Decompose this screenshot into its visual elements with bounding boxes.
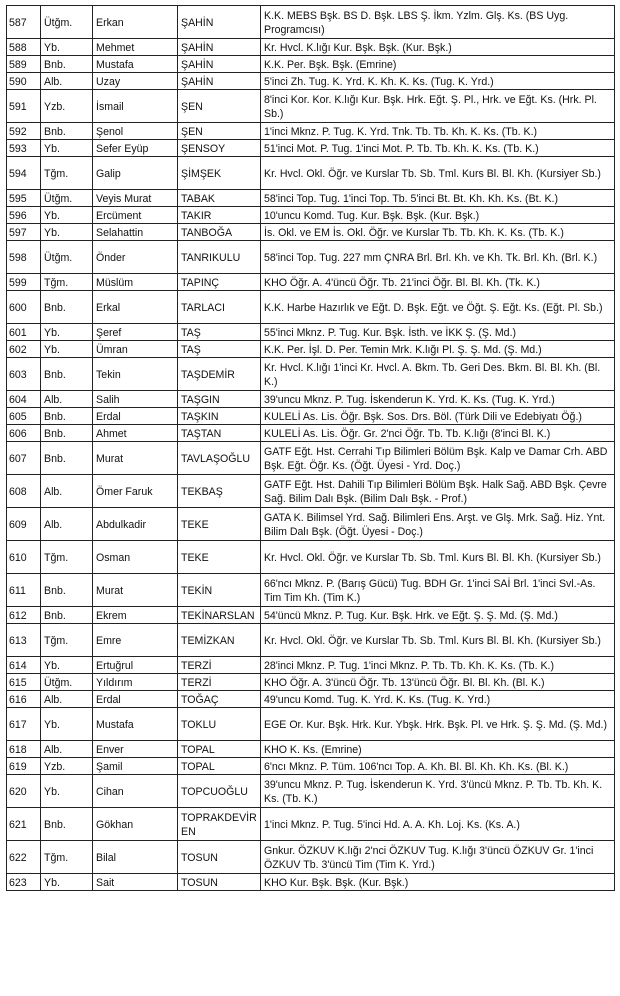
first-name-cell: Ömer Faruk — [93, 475, 178, 508]
table-row — [7, 391, 615, 408]
assignment-cell: K.K. Harbe Hazırlık ve Eğt. D. Bşk. Eğt. ve Öğt. Ş. Eğt. Ks. (Eğt. Pl. Sb.) — [261, 291, 615, 324]
table-row — [7, 123, 615, 140]
row-number-cell: 606 — [7, 425, 41, 442]
first-name-cell: Müslüm — [93, 274, 178, 291]
table-row — [7, 90, 615, 123]
assignment-cell: 39'uncu Mknz. P. Tug. İskenderun K. Yrd. 3'üncü Mknz. P. Tb. Tb. Kh. K. Ks. (Tb. K.) — [261, 775, 615, 808]
surname-cell: TAŞGIN — [178, 391, 261, 408]
first-name-cell: İsmail — [93, 90, 178, 123]
surname-cell: TEKİNARSLAN — [178, 607, 261, 624]
first-name-cell: Galip — [93, 157, 178, 190]
surname-cell: TANBOĞA — [178, 224, 261, 241]
assignment-cell: 54'üncü Mknz. P. Tug. Kur. Bşk. Hrk. ve Eğt. Ş. Ş. Md. (Ş. Md.) — [261, 607, 615, 624]
rank-cell: Yb. — [41, 657, 93, 674]
table-row — [7, 442, 615, 475]
assignment-cell: GATF Eğt. Hst. Cerrahi Tıp Bilimleri Bölüm Bşk. Kalp ve Damar Crh. ABD Bşk. Eğt. Öğr. Ks. (Öğt. Üyesi - Yrd. Doç.) — [261, 442, 615, 475]
assignment-cell: K.K. Per. Bşk. Bşk. (Emrine) — [261, 56, 615, 73]
first-name-cell: Salih — [93, 391, 178, 408]
table-row — [7, 56, 615, 73]
assignment-cell: 8'inci Kor. Kor. K.lığı Kur. Bşk. Hrk. Eğt. Ş. Pl., Hrk. ve Eğt. Ks. (Hrk. Pl. Sb.) — [261, 90, 615, 123]
assignment-cell: EGE Or. Kur. Bşk. Hrk. Kur. Ybşk. Hrk. Bşk. Pl. ve Hrk. Ş. Ş. Md. (Ş. Md.) — [261, 708, 615, 741]
assignment-cell: KULELİ As. Lis. Öğr. Gr. 2'nci Öğr. Tb. Tb. K.lığı (8'inci Bl. K.) — [261, 425, 615, 442]
table-row — [7, 341, 615, 358]
rank-cell: Alb. — [41, 73, 93, 90]
table-row — [7, 140, 615, 157]
assignment-cell: GATA K. Bilimsel Yrd. Sağ. Bilimleri Ens. Arşt. ve Glş. Mrk. Sağ. Hiz. Ynt. Bilim Dalı Bşk. (Öğt. Üyesi - Doç.) — [261, 508, 615, 541]
table-row — [7, 574, 615, 607]
table-row — [7, 39, 615, 56]
table-row — [7, 190, 615, 207]
row-number-cell: 605 — [7, 408, 41, 425]
surname-cell: TOPCUOĞLU — [178, 775, 261, 808]
rank-cell: Yzb. — [41, 90, 93, 123]
assignment-cell: 10'uncu Komd. Tug. Kur. Bşk. Bşk. (Kur. Bşk.) — [261, 207, 615, 224]
rank-cell: Yb. — [41, 224, 93, 241]
rank-cell: Yzb. — [41, 758, 93, 775]
first-name-cell: Ertuğrul — [93, 657, 178, 674]
surname-cell: TOSUN — [178, 874, 261, 891]
first-name-cell: Sait — [93, 874, 178, 891]
assignment-cell: 66'ncı Mknz. P. (Barış Gücü) Tug. BDH Gr. 1'inci SAİ Brl. 1'inci Svl.-As. Tim Tim Kh. (Tim K.) — [261, 574, 615, 607]
table-row — [7, 874, 615, 891]
assignment-cell: KHO K. Ks. (Emrine) — [261, 741, 615, 758]
row-number-cell: 599 — [7, 274, 41, 291]
assignment-cell: GATF Eğt. Hst. Dahili Tıp Bilimleri Bölüm Bşk. Halk Sağ. ABD Bşk. Çevre Sağ. Bilim Dalı Bşk. (Bilim Dalı Bşk. - Prof.) — [261, 475, 615, 508]
assignment-cell: KHO Öğr. A. 3'üncü Öğr. Tb. 13'üncü Öğr. Bl. Bl. Kh. (Bl. K.) — [261, 674, 615, 691]
table-row — [7, 157, 615, 190]
rank-cell: Yb. — [41, 874, 93, 891]
first-name-cell: Ekrem — [93, 607, 178, 624]
table-row — [7, 425, 615, 442]
rank-cell: Tğm. — [41, 541, 93, 574]
table-row — [7, 607, 615, 624]
surname-cell: TARLACI — [178, 291, 261, 324]
table-row — [7, 624, 615, 657]
row-number-cell: 594 — [7, 157, 41, 190]
row-number-cell: 602 — [7, 341, 41, 358]
row-number-cell: 598 — [7, 241, 41, 274]
assignment-cell: 58'inci Top. Tug. 227 mm ÇNRA Brl. Brl. Kh. ve Kh. Tk. Brl. Kh. (Brl. K.) — [261, 241, 615, 274]
assignment-cell: 39'uncu Mknz. P. Tug. İskenderun K. Yrd. K. Ks. (Tug. K. Yrd.) — [261, 391, 615, 408]
table-row — [7, 475, 615, 508]
table-row — [7, 508, 615, 541]
first-name-cell: Erdal — [93, 691, 178, 708]
rank-cell: Yb. — [41, 341, 93, 358]
surname-cell: ŞAHİN — [178, 73, 261, 90]
rank-cell: Yb. — [41, 775, 93, 808]
table-row — [7, 691, 615, 708]
first-name-cell: Şamil — [93, 758, 178, 775]
first-name-cell: Selahattin — [93, 224, 178, 241]
table-row — [7, 274, 615, 291]
rank-cell: Ütğm. — [41, 190, 93, 207]
first-name-cell: Emre — [93, 624, 178, 657]
row-number-cell: 593 — [7, 140, 41, 157]
row-number-cell: 617 — [7, 708, 41, 741]
rank-cell: Ütğm. — [41, 674, 93, 691]
rank-cell: Bnb. — [41, 442, 93, 475]
assignment-cell: 1'inci Mknz. P. Tug. K. Yrd. Tnk. Tb. Tb. Kh. K. Ks. (Tb. K.) — [261, 123, 615, 140]
rank-cell: Bnb. — [41, 56, 93, 73]
rank-cell: Yb. — [41, 207, 93, 224]
row-number-cell: 616 — [7, 691, 41, 708]
rank-cell: Bnb. — [41, 425, 93, 442]
first-name-cell: Bilal — [93, 841, 178, 874]
surname-cell: TANRIKULU — [178, 241, 261, 274]
assignment-cell: 28'inci Mknz. P. Tug. 1'inci Mknz. P. Tb. Tb. Kh. K. Ks. (Tb. K.) — [261, 657, 615, 674]
personnel-table-body — [7, 6, 615, 891]
assignment-cell: Kr. Hvcl. K.lığı 1'inci Kr. Hvcl. A. Bkm. Tb. Geri Des. Bkm. Bl. Bl. Kh. (Bl. K.) — [261, 358, 615, 391]
row-number-cell: 595 — [7, 190, 41, 207]
surname-cell: TERZİ — [178, 657, 261, 674]
first-name-cell: Sefer Eyüp — [93, 140, 178, 157]
rank-cell: Alb. — [41, 691, 93, 708]
assignment-cell: 6'ncı Mknz. P. Tüm. 106'ncı Top. A. Kh. Bl. Bl. Kh. Kh. Ks. (Bl. K.) — [261, 758, 615, 775]
table-row — [7, 674, 615, 691]
table-row — [7, 207, 615, 224]
surname-cell: ŞENSOY — [178, 140, 261, 157]
row-number-cell: 589 — [7, 56, 41, 73]
surname-cell: TAŞ — [178, 324, 261, 341]
surname-cell: TAPINÇ — [178, 274, 261, 291]
table-row — [7, 358, 615, 391]
first-name-cell: Abdulkadir — [93, 508, 178, 541]
assignment-cell: İs. Okl. ve EM İs. Okl. Öğr. ve Kurslar Tb. Tb. Kh. K. Ks. (Tb. K.) — [261, 224, 615, 241]
table-row — [7, 541, 615, 574]
row-number-cell: 614 — [7, 657, 41, 674]
row-number-cell: 612 — [7, 607, 41, 624]
assignment-cell: 58'inci Top. Tug. 1'inci Top. Tb. 5'inci Bt. Bt. Kh. Kh. Ks. (Bt. K.) — [261, 190, 615, 207]
rank-cell: Bnb. — [41, 291, 93, 324]
surname-cell: ŞAHİN — [178, 6, 261, 39]
assignment-cell: KULELİ As. Lis. Öğr. Bşk. Sos. Drs. Böl. (Türk Dili ve Edebiyatı Öğ.) — [261, 408, 615, 425]
rank-cell: Alb. — [41, 508, 93, 541]
first-name-cell: Enver — [93, 741, 178, 758]
table-row — [7, 758, 615, 775]
first-name-cell: Mustafa — [93, 56, 178, 73]
rank-cell: Bnb. — [41, 358, 93, 391]
first-name-cell: Mehmet — [93, 39, 178, 56]
rank-cell: Yb. — [41, 140, 93, 157]
assignment-cell: Gnkur. ÖZKUV K.lığı 2'nci ÖZKUV Tug. K.lığı 3'üncü ÖZKUV Gr. 1'inci ÖZKUV Tb. 3'üncü Tim (Tim K. Yrd.) — [261, 841, 615, 874]
assignment-cell: KHO Öğr. A. 4'üncü Öğr. Tb. 21'inci Öğr. Bl. Bl. Kh. (Tk. K.) — [261, 274, 615, 291]
row-number-cell: 615 — [7, 674, 41, 691]
first-name-cell: Erkan — [93, 6, 178, 39]
table-row — [7, 324, 615, 341]
first-name-cell: Ercüment — [93, 207, 178, 224]
rank-cell: Tğm. — [41, 841, 93, 874]
assignment-cell: Kr. Hvcl. Okl. Öğr. ve Kurslar Tb. Sb. Tml. Kurs Bl. Bl. Kh. (Kursiyer Sb.) — [261, 157, 615, 190]
assignment-cell: KHO Kur. Bşk. Bşk. (Kur. Bşk.) — [261, 874, 615, 891]
surname-cell: ŞEN — [178, 90, 261, 123]
first-name-cell: Ahmet — [93, 425, 178, 442]
rank-cell: Tğm. — [41, 274, 93, 291]
assignment-cell: Kr. Hvcl. Okl. Öğr. ve Kurslar Tb. Sb. Tml. Kurs Bl. Bl. Kh. (Kursiyer Sb.) — [261, 541, 615, 574]
surname-cell: TAKIR — [178, 207, 261, 224]
assignment-cell: 55'inci Mknz. P. Tug. Kur. Bşk. İsth. ve İKK Ş. (Ş. Md.) — [261, 324, 615, 341]
surname-cell: ŞİMŞEK — [178, 157, 261, 190]
surname-cell: ŞAHİN — [178, 56, 261, 73]
surname-cell: TOĞAÇ — [178, 691, 261, 708]
row-number-cell: 613 — [7, 624, 41, 657]
assignment-cell: K.K. Per. İşl. D. Per. Temin Mrk. K.lığı Pl. Ş. Ş. Md. (Ş. Md.) — [261, 341, 615, 358]
table-row — [7, 657, 615, 674]
assignment-cell: 49'uncu Komd. Tug. K. Yrd. K. Ks. (Tug. K. Yrd.) — [261, 691, 615, 708]
table-row — [7, 708, 615, 741]
surname-cell: TEKE — [178, 508, 261, 541]
first-name-cell: Uzay — [93, 73, 178, 90]
row-number-cell: 596 — [7, 207, 41, 224]
rank-cell: Bnb. — [41, 808, 93, 841]
surname-cell: TEKİN — [178, 574, 261, 607]
surname-cell: TOKLU — [178, 708, 261, 741]
rank-cell: Bnb. — [41, 607, 93, 624]
row-number-cell: 591 — [7, 90, 41, 123]
table-row — [7, 224, 615, 241]
surname-cell: ŞEN — [178, 123, 261, 140]
surname-cell: TOPAL — [178, 758, 261, 775]
row-number-cell: 620 — [7, 775, 41, 808]
table-row — [7, 291, 615, 324]
first-name-cell: Erdal — [93, 408, 178, 425]
table-row — [7, 775, 615, 808]
first-name-cell: Erkal — [93, 291, 178, 324]
table-row — [7, 408, 615, 425]
surname-cell: TAŞKIN — [178, 408, 261, 425]
row-number-cell: 603 — [7, 358, 41, 391]
rank-cell: Tğm. — [41, 157, 93, 190]
rank-cell: Ütğm. — [41, 6, 93, 39]
first-name-cell: Önder — [93, 241, 178, 274]
first-name-cell: Cihan — [93, 775, 178, 808]
rank-cell: Tğm. — [41, 624, 93, 657]
first-name-cell: Osman — [93, 541, 178, 574]
row-number-cell: 597 — [7, 224, 41, 241]
first-name-cell: Mustafa — [93, 708, 178, 741]
row-number-cell: 601 — [7, 324, 41, 341]
table-row — [7, 241, 615, 274]
assignment-cell: Kr. Hvcl. Okl. Öğr. ve Kurslar Tb. Sb. Tml. Kurs Bl. Bl. Kh. (Kursiyer Sb.) — [261, 624, 615, 657]
first-name-cell: Tekin — [93, 358, 178, 391]
surname-cell: TEKBAŞ — [178, 475, 261, 508]
assignment-cell: 51'inci Mot. P. Tug. 1'inci Mot. P. Tb. Tb. Kh. K. Ks. (Tb. K.) — [261, 140, 615, 157]
personnel-table — [6, 5, 615, 891]
row-number-cell: 592 — [7, 123, 41, 140]
first-name-cell: Ümran — [93, 341, 178, 358]
table-row — [7, 6, 615, 39]
row-number-cell: 607 — [7, 442, 41, 475]
surname-cell: TOPAL — [178, 741, 261, 758]
assignment-cell: 5'inci Zh. Tug. K. Yrd. K. Kh. K. Ks. (Tug. K. Yrd.) — [261, 73, 615, 90]
table-row — [7, 808, 615, 841]
assignment-cell: K.K. MEBS Bşk. BS D. Bşk. LBS Ş. İkm. Yzlm. Glş. Ks. (BS Uyg. Programcısı) — [261, 6, 615, 39]
rank-cell: Bnb. — [41, 574, 93, 607]
assignment-cell: Kr. Hvcl. K.lığı Kur. Bşk. Bşk. (Kur. Bşk.) — [261, 39, 615, 56]
surname-cell: TOSUN — [178, 841, 261, 874]
table-row — [7, 741, 615, 758]
first-name-cell: Veyis Murat — [93, 190, 178, 207]
first-name-cell: Murat — [93, 574, 178, 607]
surname-cell: ŞAHİN — [178, 39, 261, 56]
rank-cell: Bnb. — [41, 123, 93, 140]
row-number-cell: 590 — [7, 73, 41, 90]
table-row — [7, 73, 615, 90]
surname-cell: TEMİZKAN — [178, 624, 261, 657]
first-name-cell: Şenol — [93, 123, 178, 140]
row-number-cell: 619 — [7, 758, 41, 775]
row-number-cell: 610 — [7, 541, 41, 574]
row-number-cell: 611 — [7, 574, 41, 607]
first-name-cell: Şeref — [93, 324, 178, 341]
rank-cell: Ütğm. — [41, 241, 93, 274]
surname-cell: TABAK — [178, 190, 261, 207]
row-number-cell: 604 — [7, 391, 41, 408]
row-number-cell: 608 — [7, 475, 41, 508]
surname-cell: TOPRAKDEVİREN — [178, 808, 261, 841]
rank-cell: Alb. — [41, 391, 93, 408]
row-number-cell: 623 — [7, 874, 41, 891]
row-number-cell: 609 — [7, 508, 41, 541]
row-number-cell: 621 — [7, 808, 41, 841]
surname-cell: TAŞTAN — [178, 425, 261, 442]
surname-cell: TERZİ — [178, 674, 261, 691]
row-number-cell: 618 — [7, 741, 41, 758]
surname-cell: TAVLAŞOĞLU — [178, 442, 261, 475]
rank-cell: Yb. — [41, 39, 93, 56]
table-row — [7, 841, 615, 874]
row-number-cell: 600 — [7, 291, 41, 324]
first-name-cell: Murat — [93, 442, 178, 475]
assignment-cell: 1'inci Mknz. P. Tug. 5'inci Hd. A. A. Kh. Loj. Ks. (Ks. A.) — [261, 808, 615, 841]
first-name-cell: Gökhan — [93, 808, 178, 841]
rank-cell: Alb. — [41, 741, 93, 758]
row-number-cell: 587 — [7, 6, 41, 39]
rank-cell: Bnb. — [41, 408, 93, 425]
row-number-cell: 588 — [7, 39, 41, 56]
surname-cell: TAŞDEMİR — [178, 358, 261, 391]
row-number-cell: 622 — [7, 841, 41, 874]
first-name-cell: Yıldırım — [93, 674, 178, 691]
surname-cell: TAŞ — [178, 341, 261, 358]
rank-cell: Alb. — [41, 475, 93, 508]
rank-cell: Yb. — [41, 708, 93, 741]
surname-cell: TEKE — [178, 541, 261, 574]
rank-cell: Yb. — [41, 324, 93, 341]
